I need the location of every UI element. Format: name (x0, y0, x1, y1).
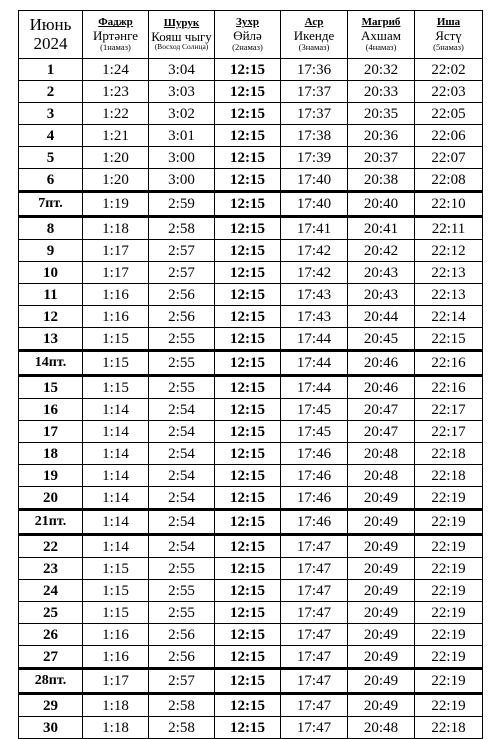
fajr-time: 1:14 (83, 443, 149, 465)
fajr-time: 1:22 (83, 103, 149, 125)
column-header-maghrib (348, 11, 415, 59)
day-cell: 4 (19, 125, 83, 147)
column-subtitle: (1намаз) (100, 41, 131, 52)
maghrib-time: 20:32 (348, 59, 415, 81)
asr-time: 17:47 (281, 602, 348, 624)
shuruk-time: 2:56 (149, 646, 215, 669)
fajr-time: 1:15 (83, 328, 149, 351)
isha-time: 22:16 (415, 351, 483, 376)
isha-time: 22:16 (415, 376, 483, 399)
column-name: Аср (304, 16, 324, 29)
isha-time: 22:18 (415, 465, 483, 487)
maghrib-time: 20:44 (348, 306, 415, 328)
shuruk-time: 2:54 (149, 487, 215, 510)
day-cell: 16 (19, 399, 83, 421)
zuhr-time: 12:15 (215, 351, 281, 376)
day-cell: 14пт. (19, 351, 83, 376)
day-cell: 27 (19, 646, 83, 669)
asr-time: 17:38 (281, 125, 348, 147)
asr-time: 17:44 (281, 376, 348, 399)
day-row (19, 376, 483, 399)
maghrib-time: 20:49 (348, 694, 415, 717)
day-row (19, 81, 483, 103)
maghrib-time: 20:45 (348, 328, 415, 351)
maghrib-time: 20:49 (348, 487, 415, 510)
shuruk-time: 2:55 (149, 328, 215, 351)
isha-time: 22:19 (415, 602, 483, 624)
day-cell: 6 (19, 169, 83, 192)
column-local-name: Икенде (293, 27, 335, 43)
fajr-time: 1:23 (83, 81, 149, 103)
isha-time: 22:14 (415, 306, 483, 328)
maghrib-time: 20:40 (348, 192, 415, 217)
column-local-name: Кояш чыгу (151, 28, 212, 44)
maghrib-time: 20:46 (348, 376, 415, 399)
column-name: Фаджр (98, 16, 133, 29)
shuruk-time: 2:59 (149, 192, 215, 217)
asr-time: 17:44 (281, 328, 348, 351)
day-cell: 17 (19, 421, 83, 443)
day-cell: 24 (19, 580, 83, 602)
shuruk-time: 2:55 (149, 580, 215, 602)
day-cell: 8 (19, 217, 83, 240)
day-cell: 11 (19, 284, 83, 306)
day-row (19, 465, 483, 487)
day-cell: 1 (19, 59, 83, 81)
fajr-time: 1:16 (83, 306, 149, 328)
day-row (19, 694, 483, 717)
shuruk-time: 2:54 (149, 399, 215, 421)
asr-time: 17:47 (281, 535, 348, 558)
isha-time: 22:19 (415, 535, 483, 558)
day-cell: 23 (19, 558, 83, 580)
maghrib-time: 20:38 (348, 169, 415, 192)
column-subtitle: (3намаз) (298, 41, 330, 52)
prayer-times-body (19, 59, 483, 739)
day-cell: 5 (19, 147, 83, 169)
zuhr-time: 12:15 (215, 399, 281, 421)
isha-time: 22:19 (415, 646, 483, 669)
day-cell: 29 (19, 694, 83, 717)
isha-time: 22:08 (415, 169, 483, 192)
day-cell: 7пт. (19, 192, 83, 217)
header-row (19, 11, 483, 59)
maghrib-time: 20:47 (348, 399, 415, 421)
isha-time: 22:11 (415, 217, 483, 240)
asr-time: 17:40 (281, 192, 348, 217)
asr-time: 17:45 (281, 399, 348, 421)
isha-time: 22:19 (415, 694, 483, 717)
shuruk-time: 2:58 (149, 717, 215, 739)
zuhr-time: 12:15 (215, 376, 281, 399)
zuhr-time: 12:15 (215, 59, 281, 81)
asr-time: 17:47 (281, 669, 348, 694)
friday-row (19, 192, 483, 217)
asr-time: 17:41 (281, 217, 348, 240)
zuhr-time: 12:15 (215, 558, 281, 580)
asr-time: 17:42 (281, 240, 348, 262)
day-row (19, 59, 483, 81)
fajr-time: 1:14 (83, 421, 149, 443)
isha-time: 22:19 (415, 669, 483, 694)
day-cell: 12 (19, 306, 83, 328)
isha-time: 22:19 (415, 487, 483, 510)
maghrib-time: 20:36 (348, 125, 415, 147)
fajr-time: 1:18 (83, 717, 149, 739)
asr-time: 17:46 (281, 465, 348, 487)
fajr-time: 1:16 (83, 646, 149, 669)
maghrib-time: 20:43 (348, 284, 415, 306)
maghrib-time: 20:48 (348, 443, 415, 465)
asr-time: 17:44 (281, 351, 348, 376)
prayer-times-table (18, 10, 483, 739)
maghrib-time: 20:49 (348, 624, 415, 646)
asr-time: 17:47 (281, 646, 348, 669)
day-cell: 30 (19, 717, 83, 739)
asr-time: 17:37 (281, 103, 348, 125)
column-local-name: Ястү (435, 27, 462, 43)
isha-time: 22:03 (415, 81, 483, 103)
shuruk-time: 3:00 (149, 169, 215, 192)
shuruk-time: 2:55 (149, 558, 215, 580)
day-cell: 13 (19, 328, 83, 351)
fajr-time: 1:14 (83, 487, 149, 510)
column-subtitle: (2намаз) (232, 41, 263, 52)
isha-time: 22:15 (415, 328, 483, 351)
shuruk-time: 2:55 (149, 351, 215, 376)
fajr-time: 1:16 (83, 624, 149, 646)
fajr-time: 1:14 (83, 510, 149, 535)
zuhr-time: 12:15 (215, 217, 281, 240)
day-row (19, 443, 483, 465)
month-label: Июнь (29, 14, 72, 34)
asr-time: 17:43 (281, 306, 348, 328)
zuhr-time: 12:15 (215, 81, 281, 103)
isha-time: 22:18 (415, 717, 483, 739)
isha-time: 22:13 (415, 284, 483, 306)
zuhr-time: 12:15 (215, 240, 281, 262)
isha-time: 22:07 (415, 147, 483, 169)
asr-time: 17:45 (281, 421, 348, 443)
zuhr-time: 12:15 (215, 602, 281, 624)
fajr-time: 1:15 (83, 558, 149, 580)
isha-time: 22:06 (415, 125, 483, 147)
fajr-time: 1:18 (83, 217, 149, 240)
zuhr-time: 12:15 (215, 487, 281, 510)
day-row (19, 717, 483, 739)
day-cell: 21пт. (19, 510, 83, 535)
day-cell: 15 (19, 376, 83, 399)
isha-time: 22:12 (415, 240, 483, 262)
maghrib-time: 20:49 (348, 580, 415, 602)
column-name: Магриб (361, 16, 401, 29)
fajr-time: 1:20 (83, 147, 149, 169)
zuhr-time: 12:15 (215, 306, 281, 328)
isha-time: 22:19 (415, 558, 483, 580)
maghrib-time: 20:49 (348, 558, 415, 580)
day-row (19, 217, 483, 240)
maghrib-time: 20:49 (348, 535, 415, 558)
maghrib-time: 20:47 (348, 421, 415, 443)
day-row (19, 147, 483, 169)
fajr-time: 1:19 (83, 192, 149, 217)
year-label: 2024 (33, 33, 68, 53)
maghrib-time: 20:43 (348, 262, 415, 284)
fajr-time: 1:15 (83, 376, 149, 399)
zuhr-time: 12:15 (215, 646, 281, 669)
shuruk-time: 2:54 (149, 421, 215, 443)
zuhr-time: 12:15 (215, 510, 281, 535)
day-cell: 3 (19, 103, 83, 125)
fajr-time: 1:17 (83, 262, 149, 284)
shuruk-time: 2:57 (149, 262, 215, 284)
isha-time: 22:10 (415, 192, 483, 217)
column-header-shuruk (149, 11, 215, 59)
column-subtitle: (Восход Солнца) (154, 42, 209, 52)
maghrib-time: 20:41 (348, 217, 415, 240)
day-cell: 9 (19, 240, 83, 262)
fajr-time: 1:15 (83, 580, 149, 602)
shuruk-time: 2:58 (149, 694, 215, 717)
shuruk-time: 2:56 (149, 624, 215, 646)
column-local-name: Өйлә (233, 27, 262, 43)
friday-row (19, 510, 483, 535)
zuhr-time: 12:15 (215, 694, 281, 717)
maghrib-time: 20:49 (348, 510, 415, 535)
day-row (19, 421, 483, 443)
shuruk-time: 2:54 (149, 535, 215, 558)
column-local-name: Иртәнге (92, 27, 139, 43)
isha-time: 22:19 (415, 510, 483, 535)
asr-time: 17:43 (281, 284, 348, 306)
shuruk-time: 2:58 (149, 217, 215, 240)
day-row (19, 399, 483, 421)
column-header-isha (415, 11, 483, 59)
maghrib-time: 20:35 (348, 103, 415, 125)
day-cell: 18 (19, 443, 83, 465)
asr-time: 17:37 (281, 81, 348, 103)
column-local-name: Ахшам (361, 27, 401, 43)
day-cell: 20 (19, 487, 83, 510)
asr-time: 17:46 (281, 443, 348, 465)
shuruk-time: 2:54 (149, 443, 215, 465)
column-header-fajr (83, 11, 149, 59)
day-row (19, 306, 483, 328)
day-row (19, 169, 483, 192)
shuruk-time: 2:55 (149, 602, 215, 624)
fajr-time: 1:14 (83, 465, 149, 487)
zuhr-time: 12:15 (215, 465, 281, 487)
day-row (19, 103, 483, 125)
fajr-time: 1:15 (83, 602, 149, 624)
asr-time: 17:40 (281, 169, 348, 192)
day-cell: 10 (19, 262, 83, 284)
day-row (19, 646, 483, 669)
zuhr-time: 12:15 (215, 669, 281, 694)
fajr-time: 1:24 (83, 59, 149, 81)
day-row (19, 284, 483, 306)
zuhr-time: 12:15 (215, 443, 281, 465)
day-cell: 25 (19, 602, 83, 624)
asr-time: 17:46 (281, 487, 348, 510)
maghrib-time: 20:42 (348, 240, 415, 262)
asr-time: 17:47 (281, 694, 348, 717)
month-year-header (19, 11, 83, 59)
zuhr-time: 12:15 (215, 328, 281, 351)
isha-time: 22:19 (415, 580, 483, 602)
column-subtitle: (5намаз) (433, 41, 464, 52)
zuhr-time: 12:15 (215, 169, 281, 192)
shuruk-time: 2:54 (149, 465, 215, 487)
zuhr-time: 12:15 (215, 535, 281, 558)
shuruk-time: 2:54 (149, 510, 215, 535)
shuruk-time: 2:56 (149, 284, 215, 306)
day-cell: 26 (19, 624, 83, 646)
maghrib-time: 20:37 (348, 147, 415, 169)
maghrib-time: 20:49 (348, 669, 415, 694)
isha-time: 22:02 (415, 59, 483, 81)
isha-time: 22:17 (415, 399, 483, 421)
day-row (19, 535, 483, 558)
asr-time: 17:47 (281, 624, 348, 646)
asr-time: 17:47 (281, 580, 348, 602)
prayer-times-sheet (18, 10, 482, 739)
asr-time: 17:46 (281, 510, 348, 535)
fajr-time: 1:14 (83, 535, 149, 558)
fajr-time: 1:16 (83, 284, 149, 306)
asr-time: 17:47 (281, 558, 348, 580)
day-row (19, 240, 483, 262)
column-name: Шурук (163, 16, 200, 29)
shuruk-time: 2:57 (149, 669, 215, 694)
asr-time: 17:47 (281, 717, 348, 739)
fajr-time: 1:21 (83, 125, 149, 147)
day-row (19, 487, 483, 510)
zuhr-time: 12:15 (215, 192, 281, 217)
maghrib-time: 20:49 (348, 602, 415, 624)
day-cell: 22 (19, 535, 83, 558)
zuhr-time: 12:15 (215, 580, 281, 602)
zuhr-time: 12:15 (215, 421, 281, 443)
fajr-time: 1:14 (83, 399, 149, 421)
day-cell: 2 (19, 81, 83, 103)
day-row (19, 558, 483, 580)
day-row (19, 125, 483, 147)
isha-time: 22:17 (415, 421, 483, 443)
maghrib-time: 20:48 (348, 717, 415, 739)
day-cell: 28пт. (19, 669, 83, 694)
column-name: Иша (436, 16, 461, 29)
day-row (19, 262, 483, 284)
asr-time: 17:39 (281, 147, 348, 169)
friday-row (19, 351, 483, 376)
fajr-time: 1:15 (83, 351, 149, 376)
maghrib-time: 20:46 (348, 351, 415, 376)
asr-time: 17:42 (281, 262, 348, 284)
isha-time: 22:19 (415, 624, 483, 646)
shuruk-time: 3:00 (149, 147, 215, 169)
fajr-time: 1:18 (83, 694, 149, 717)
column-subtitle: (4намаз) (365, 41, 397, 52)
shuruk-time: 3:04 (149, 59, 215, 81)
zuhr-time: 12:15 (215, 284, 281, 306)
friday-row (19, 669, 483, 694)
shuruk-time: 3:02 (149, 103, 215, 125)
zuhr-time: 12:15 (215, 624, 281, 646)
column-header-zuhr (215, 11, 281, 59)
shuruk-time: 3:01 (149, 125, 215, 147)
maghrib-time: 20:33 (348, 81, 415, 103)
shuruk-time: 2:56 (149, 306, 215, 328)
day-row (19, 328, 483, 351)
fajr-time: 1:20 (83, 169, 149, 192)
zuhr-time: 12:15 (215, 262, 281, 284)
column-header-asr (281, 11, 348, 59)
shuruk-time: 3:03 (149, 81, 215, 103)
day-cell: 19 (19, 465, 83, 487)
day-row (19, 602, 483, 624)
fajr-time: 1:17 (83, 669, 149, 694)
fajr-time: 1:17 (83, 240, 149, 262)
day-row (19, 624, 483, 646)
zuhr-time: 12:15 (215, 717, 281, 739)
column-name: Зухр (236, 16, 259, 29)
maghrib-time: 20:49 (348, 646, 415, 669)
isha-time: 22:05 (415, 103, 483, 125)
shuruk-time: 2:57 (149, 240, 215, 262)
zuhr-time: 12:15 (215, 125, 281, 147)
maghrib-time: 20:48 (348, 465, 415, 487)
isha-time: 22:13 (415, 262, 483, 284)
isha-time: 22:18 (415, 443, 483, 465)
zuhr-time: 12:15 (215, 147, 281, 169)
shuruk-time: 2:55 (149, 376, 215, 399)
day-row (19, 580, 483, 602)
asr-time: 17:36 (281, 59, 348, 81)
zuhr-time: 12:15 (215, 103, 281, 125)
